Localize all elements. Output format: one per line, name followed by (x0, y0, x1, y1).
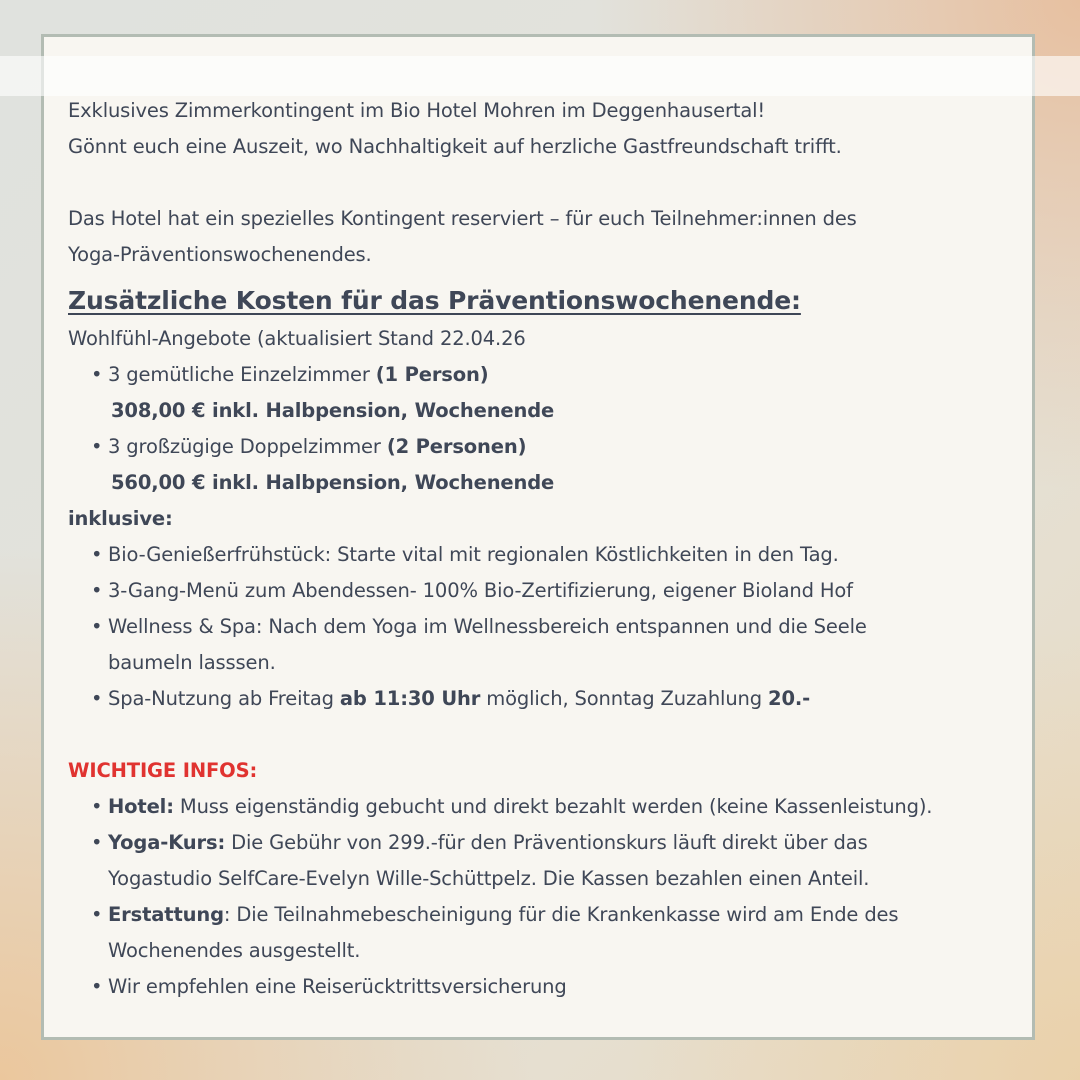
bullet-icon: • (91, 831, 103, 854)
list-item (91, 969, 1028, 1005)
double-room-price: 560,00 € inkl. Halbpension, Wochenende (111, 471, 555, 494)
list-item (91, 609, 1028, 681)
inclusive-item-dinner: 3-Gang-Menü zum Abendessen- 100% Bio-Zertifizierung, eigener Bioland Hof (108, 579, 853, 602)
intro-line-2: Gönnt euch eine Auszeit, wo Nachhaltigkeit auf herzliche Gastfreundschaft trifft. (68, 135, 842, 158)
spacer (68, 717, 1028, 753)
list-item (91, 537, 1028, 573)
double-room-persons: (2 Personen) (386, 435, 527, 458)
intro-line-3: Das Hotel hat ein spezielles Kontingent reserviert – für euch Teilnehmer:innen des (68, 207, 857, 230)
spacer (68, 165, 1028, 201)
list-item (91, 897, 1028, 969)
bullet-icon: • (91, 543, 103, 566)
spa-text-c: möglich, Sonntag Zuzahlung (480, 687, 769, 710)
important-heading: WICHTIGE INFOS: (68, 759, 258, 782)
hotel-text: Muss eigenständig gebucht und direkt bezahlt werden (keine Kassenleistung). (173, 795, 933, 818)
bullet-icon: • (91, 903, 103, 926)
costs-heading: Zusätzliche Kosten für das Präventionswochenende: (68, 286, 801, 315)
refund-text1: : Die Teilnahmebescheinigung für die Krankenkasse wird am Ende des (223, 903, 899, 926)
inclusive-item-wellness-line2: baumeln lasssen. (108, 651, 276, 674)
yoga-label: Yoga-Kurs: (108, 831, 226, 854)
inclusive-item-breakfast: Bio-Genießerfrühstück: Starte vital mit regionalen Köstlichkeiten in den Tag. (108, 543, 839, 566)
intro-line-1: Exklusives Zimmerkontingent im Bio Hotel Mohren im Deggenhausertal! (68, 99, 766, 122)
yoga-text1: Die Gebühr von 299.-für den Präventionskurs läuft direkt über das (225, 831, 868, 854)
refund-line1 (108, 897, 1028, 933)
bullet-icon: • (91, 363, 103, 386)
bullet-icon: • (91, 615, 103, 638)
single-room-persons: (1 Person) (375, 363, 489, 386)
list-item (91, 573, 1028, 609)
refund-line2: Wochenendes ausgestellt. (108, 939, 361, 962)
bullet-icon: • (91, 687, 103, 710)
list-item (91, 789, 1028, 825)
document-content (68, 93, 1028, 1005)
intro-line-4: Yoga-Präventionswochenendes. (68, 243, 372, 266)
list-item (91, 357, 1028, 429)
room-list (68, 357, 1028, 501)
bullet-icon: • (91, 975, 103, 998)
double-room-label: 3 großzügige Doppelzimmer (108, 435, 387, 458)
bullet-icon: • (91, 435, 103, 458)
bullet-icon: • (91, 579, 103, 602)
single-room-label: 3 gemütliche Einzelzimmer (108, 363, 376, 386)
single-room-price: 308,00 € inkl. Halbpension, Wochenende (111, 399, 555, 422)
inclusive-list (68, 537, 1028, 717)
bullet-icon: • (91, 795, 103, 818)
list-item (91, 825, 1028, 897)
spa-surcharge: 20.- (768, 687, 811, 710)
yoga-line1 (108, 825, 1028, 861)
hotel-label: Hotel: (108, 795, 174, 818)
spa-text-a: Spa-Nutzung ab Freitag (108, 687, 340, 710)
yoga-line2: Yogastudio SelfCare-Evelyn Wille-Schüttpelz. Die Kassen bezahlen einen Anteil. (108, 867, 870, 890)
list-item (91, 429, 1028, 501)
important-list (68, 789, 1028, 1005)
inclusive-item-wellness-line1: Wellness & Spa: Nach dem Yoga im Wellnessbereich entspannen und die Seele (108, 615, 867, 638)
costs-subtitle: Wohlfühl-Angebote (aktualisiert Stand 22.04.26 (68, 327, 526, 350)
insurance-text: Wir empfehlen eine Reiserücktrittsversicherung (108, 975, 567, 998)
card-content-area (41, 34, 1035, 1040)
spa-time: ab 11:30 Uhr (339, 687, 481, 710)
inclusive-heading: inklusive: (68, 507, 173, 530)
list-item (91, 681, 1028, 717)
refund-label: Erstattung (108, 903, 224, 926)
